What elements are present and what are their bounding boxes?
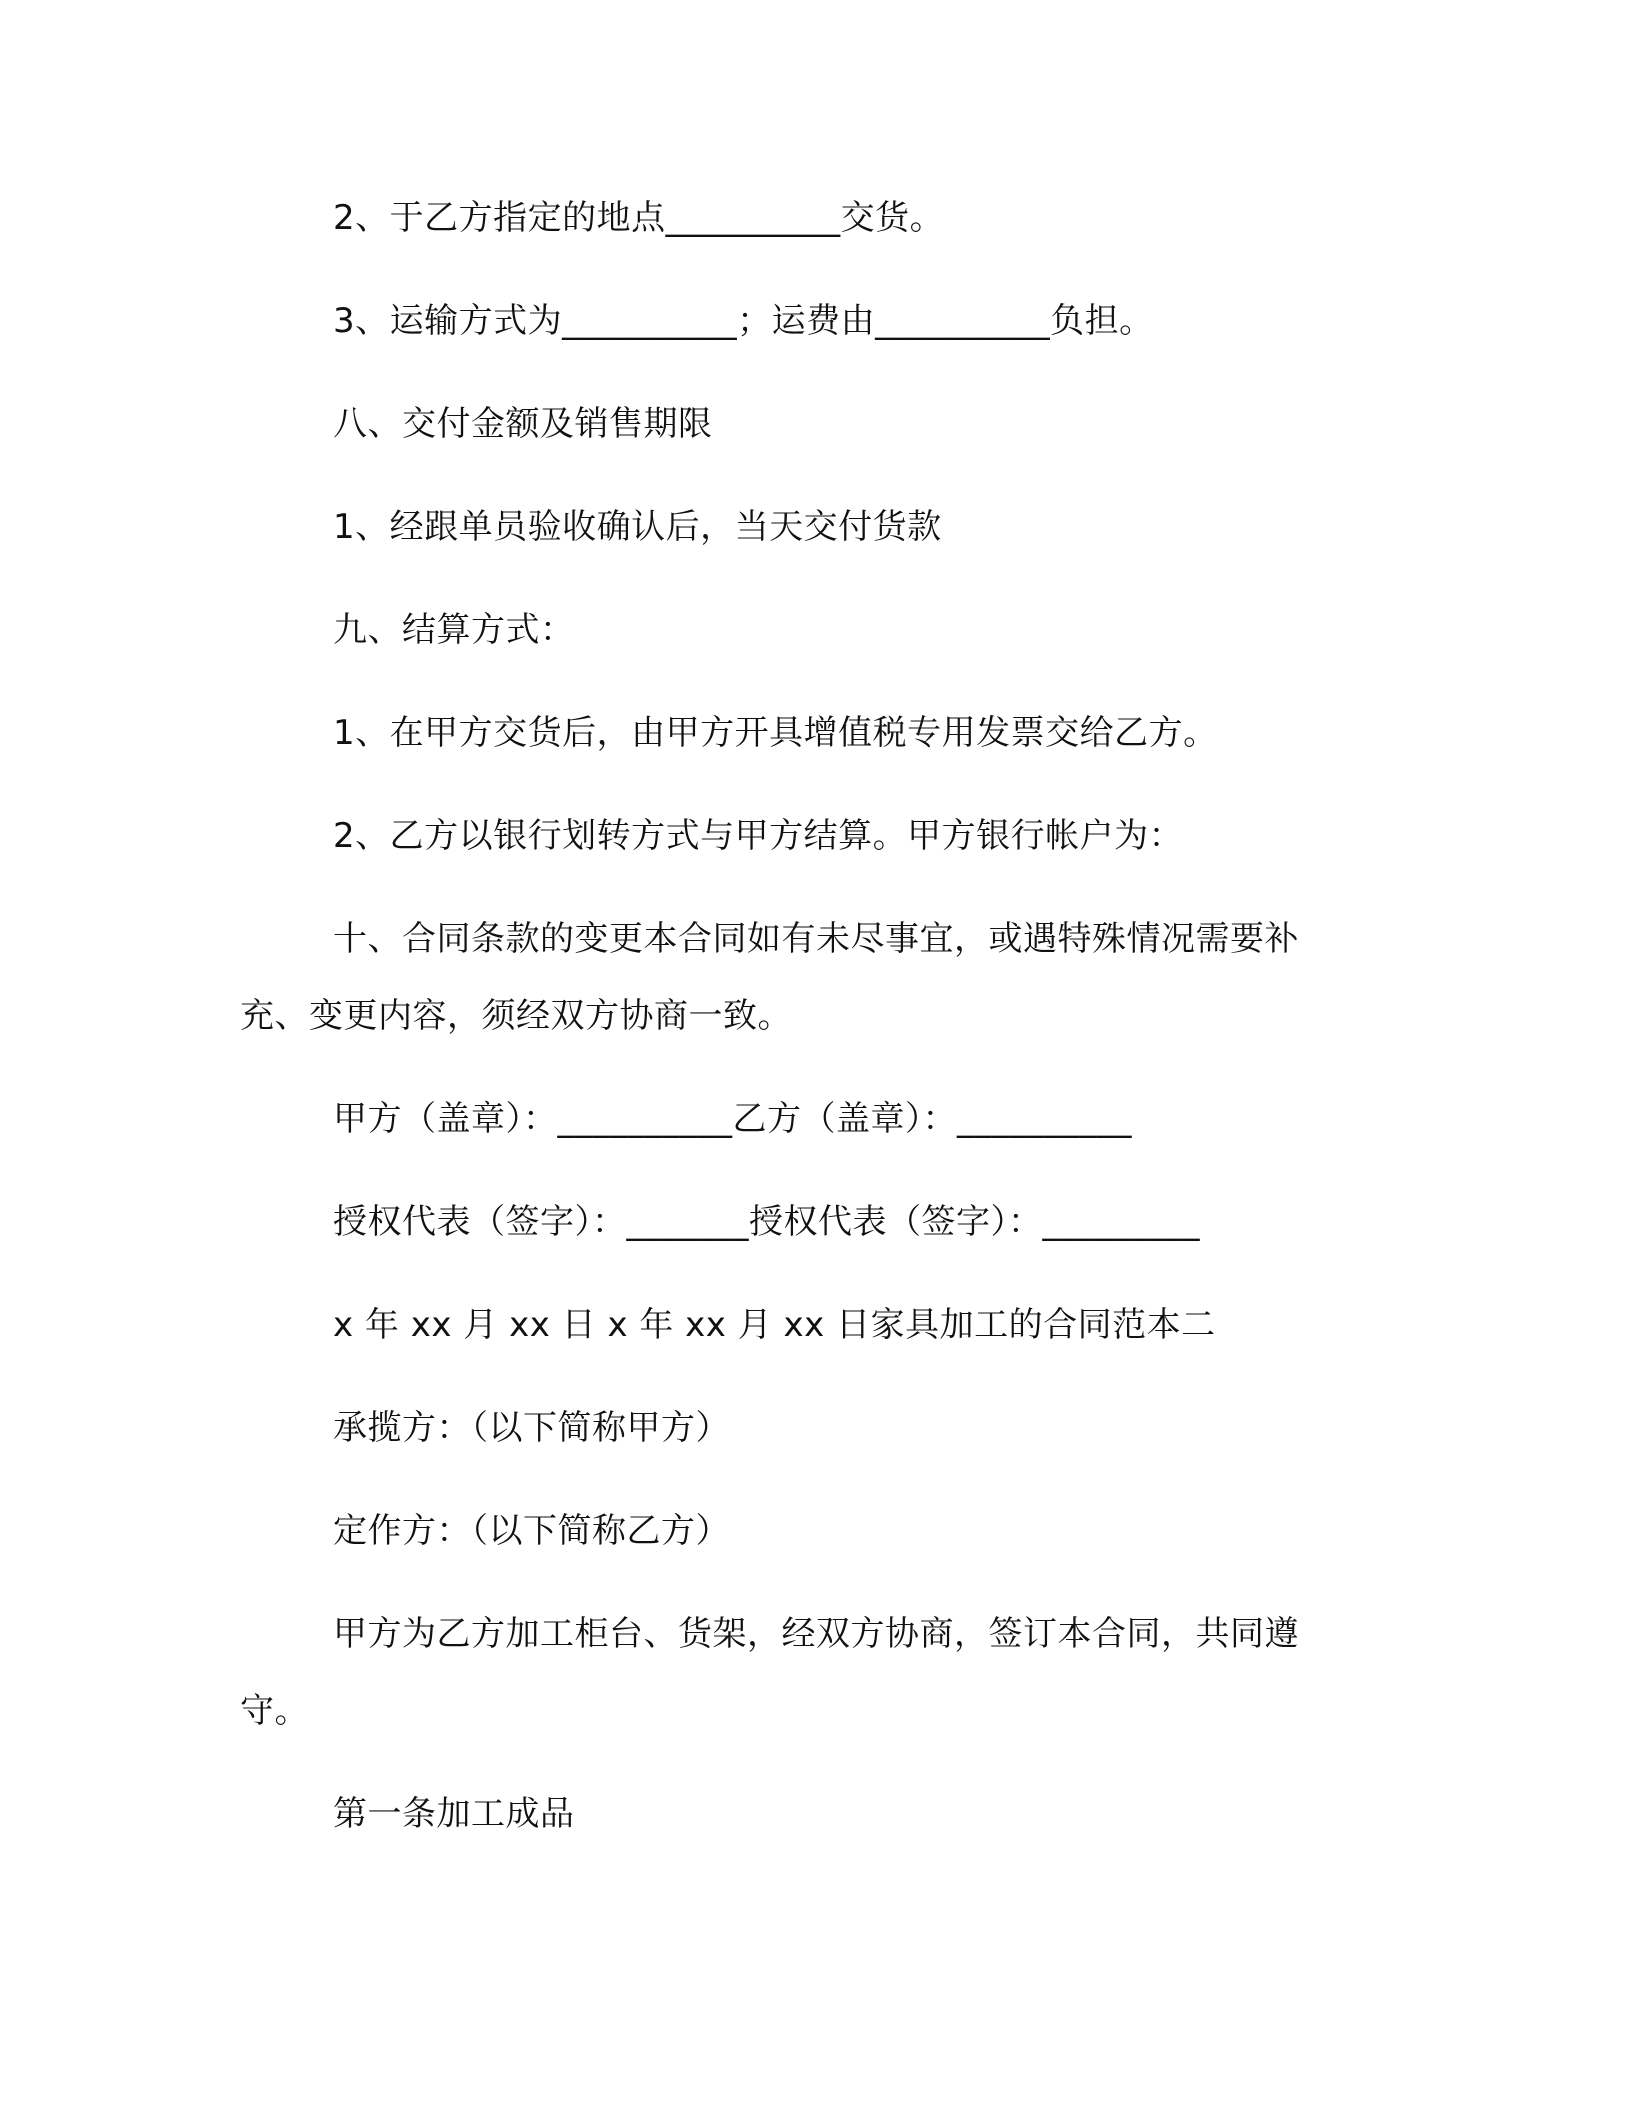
invoice-clause: 1、在甲方交货后，由甲方开具增值税专用发票交给乙方。 (333, 713, 1218, 753)
contractor-line: 承揽方：（以下简称甲方） (333, 1408, 730, 1448)
ordering-party-line: 定作方：（以下简称乙方） (333, 1511, 730, 1551)
transport-clause: 3、运输方式为__________；运费由__________负担。 (333, 301, 1154, 341)
date-title-line: x 年 xx 月 xx 日 x 年 xx 月 xx 日家具加工的合同范本二 (333, 1305, 1216, 1345)
section-heading-10-line1: 十、合同条款的变更本合同如有未尽事宜，或遇特殊情况需要补 (333, 919, 1299, 959)
delivery-location-clause: 2、于乙方指定的地点__________交货。 (333, 198, 945, 238)
representative-signature-line: 授权代表（签字）：_______授权代表（签字）：_________ (333, 1202, 1200, 1242)
section-heading-9: 九、结算方式： (333, 610, 575, 650)
agreement-intro-line2: 守。 (240, 1691, 309, 1731)
article-1-heading: 第一条加工成品 (333, 1794, 575, 1834)
agreement-intro-line1: 甲方为乙方加工柜台、货架，经双方协商，签订本合同，共同遵 (333, 1614, 1299, 1654)
seal-signature-line: 甲方（盖章）：__________乙方（盖章）：__________ (333, 1099, 1132, 1139)
bank-transfer-clause: 2、乙方以银行划转方式与甲方结算。甲方银行帐户为： (333, 816, 1184, 856)
payment-clause: 1、经跟单员验收确认后，当天交付货款 (333, 507, 942, 547)
section-heading-10-line2: 充、变更内容，须经双方协商一致。 (240, 996, 792, 1036)
section-heading-8: 八、交付金额及销售期限 (333, 404, 713, 444)
